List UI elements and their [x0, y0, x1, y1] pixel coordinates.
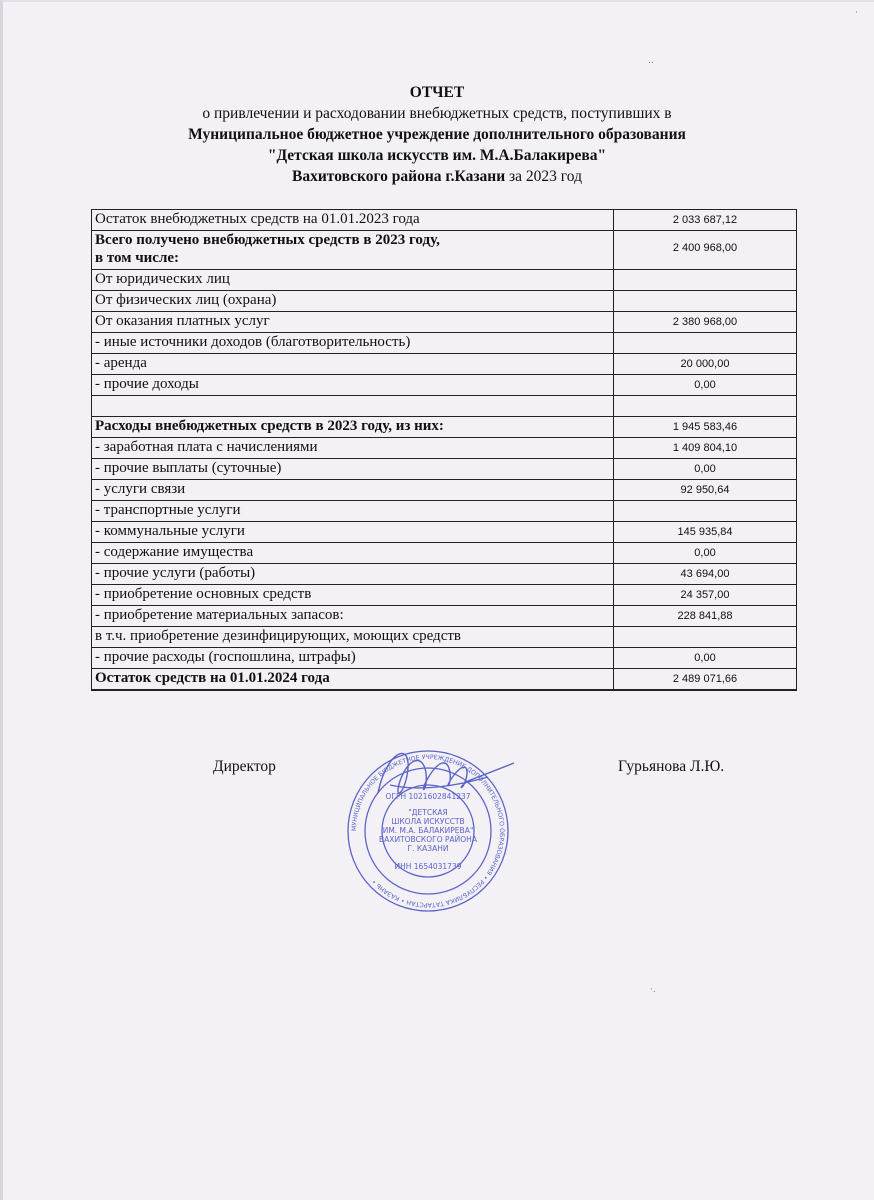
table-row: [92, 270, 797, 291]
row-label: - прочие расходы (госпошлина, штрафы): [92, 648, 614, 669]
row-value: [614, 270, 797, 291]
stamp-center-line: ВАХИТОВСКОГО РАЙОНА: [379, 835, 477, 844]
row-label: [92, 231, 614, 270]
row-value: 0,00: [614, 459, 797, 480]
stamp-ogrn: ОГРН 1021602841237: [385, 792, 471, 801]
row-label: От оказания платных услуг: [92, 312, 614, 333]
district-year-line: [0, 166, 874, 187]
row-label: Остаток внебюджетных средств на 01.01.2023 года: [92, 210, 614, 231]
report-heading: ОТЧЕТ: [409, 84, 465, 101]
row-label: - услуги связи: [92, 480, 614, 501]
row-label: - заработная плата с начислениями: [92, 438, 614, 459]
table-row: [92, 438, 797, 459]
table-row: [92, 585, 797, 606]
row-value: [614, 627, 797, 648]
table-row: [92, 291, 797, 312]
table-row: [92, 231, 797, 270]
table-row: [92, 648, 797, 669]
report-subtitle: о привлечении и расходовании внебюджетных средств, поступивших в: [202, 105, 672, 122]
row-value: 2 400 968,00: [614, 231, 797, 270]
row-value: 2 380 968,00: [614, 312, 797, 333]
row-label: - транспортные услуги: [92, 501, 614, 522]
stamp-outer-ring-text: МУНИЦИПАЛЬНОЕ БЮДЖЕТНОЕ УЧРЕЖДЕНИЕ ДОПОЛНИТЕЛЬНОГО ОБРАЗОВАНИЯ • РЕСПУБЛИКА ТАТАРСТАН • КАЗАНЬ •: [350, 753, 506, 909]
institution-name: "Детская школа искусств им. М.А.Балакирева": [267, 147, 607, 164]
table-row: [92, 606, 797, 627]
table-row: [92, 417, 797, 438]
table-row: [92, 333, 797, 354]
row-value: 0,00: [614, 543, 797, 564]
stamp-inn: ИНН 1654031739: [394, 862, 462, 871]
row-label: - прочие доходы: [92, 375, 614, 396]
stamp-center-line: Г. КАЗАНИ: [407, 844, 449, 853]
table-row: [92, 312, 797, 333]
row-label: [92, 396, 614, 417]
row-value: [614, 333, 797, 354]
row-label: Остаток средств на 01.01.2024 года: [92, 669, 614, 691]
row-label: - приобретение материальных запасов:: [92, 606, 614, 627]
scan-dot: ·: [855, 8, 858, 18]
report-title-block: [0, 82, 874, 187]
report-year: за 2023 год: [505, 168, 582, 185]
table-row: [92, 543, 797, 564]
stamp-center-line: ИМ. М.А. БАЛАКИРЕВА": [382, 826, 474, 835]
row-value: 92 950,64: [614, 480, 797, 501]
table-row: [92, 210, 797, 231]
stamp-center-line: "ДЕТСКАЯ: [408, 808, 448, 817]
row-label: - аренда: [92, 354, 614, 375]
row-value: [614, 501, 797, 522]
table-row: [92, 522, 797, 543]
row-value: 0,00: [614, 648, 797, 669]
row-value: 0,00: [614, 375, 797, 396]
row-label: - приобретение основных средств: [92, 585, 614, 606]
table-row: [92, 564, 797, 585]
row-label: От физических лиц (охрана): [92, 291, 614, 312]
table-row: [92, 396, 797, 417]
stamp-center-line: ШКОЛА ИСКУССТВ: [391, 817, 465, 826]
row-label: - иные источники доходов (благотворительность): [92, 333, 614, 354]
row-label-line1: Всего получено внебюджетных средств в 2023 году,: [95, 232, 440, 248]
row-value: 20 000,00: [614, 354, 797, 375]
director-label: Директор: [213, 758, 276, 775]
table-row: [92, 480, 797, 501]
official-stamp-and-signature: [338, 733, 518, 933]
row-label-line2: в том числе:: [95, 250, 180, 266]
row-label: в т.ч. приобретение дезинфицирующих, моющих средств: [92, 627, 614, 648]
row-label: - прочие выплаты (суточные): [92, 459, 614, 480]
director-name: Гурьянова Л.Ю.: [618, 758, 725, 775]
row-value: 1 409 804,10: [614, 438, 797, 459]
row-value: 24 357,00: [614, 585, 797, 606]
scan-dot: ..: [648, 56, 654, 66]
row-label: Расходы внебюджетных средств в 2023 году, из них:: [92, 417, 614, 438]
table-row: [92, 375, 797, 396]
row-label: - содержание имущества: [92, 543, 614, 564]
row-value: 1 945 583,46: [614, 417, 797, 438]
row-value: [614, 291, 797, 312]
table-row: [92, 354, 797, 375]
district-name: Вахитовского района г.Казани: [292, 168, 506, 185]
finance-table: [91, 209, 797, 691]
table-row: [92, 501, 797, 522]
row-value: 145 935,84: [614, 522, 797, 543]
row-label: От юридических лиц: [92, 270, 614, 291]
table-row: [92, 627, 797, 648]
row-label: - прочие услуги (работы): [92, 564, 614, 585]
table-row: [92, 459, 797, 480]
row-value: 228 841,88: [614, 606, 797, 627]
scan-dot: ·.: [650, 985, 656, 995]
table-row: [92, 669, 797, 691]
row-value: [614, 396, 797, 417]
institution-type: Муниципальное бюджетное учреждение дополнительного образования: [188, 126, 686, 143]
row-value: 2 033 687,12: [614, 210, 797, 231]
row-label: - коммунальные услуги: [92, 522, 614, 543]
row-value: 43 694,00: [614, 564, 797, 585]
row-value: 2 489 071,66: [614, 669, 797, 691]
